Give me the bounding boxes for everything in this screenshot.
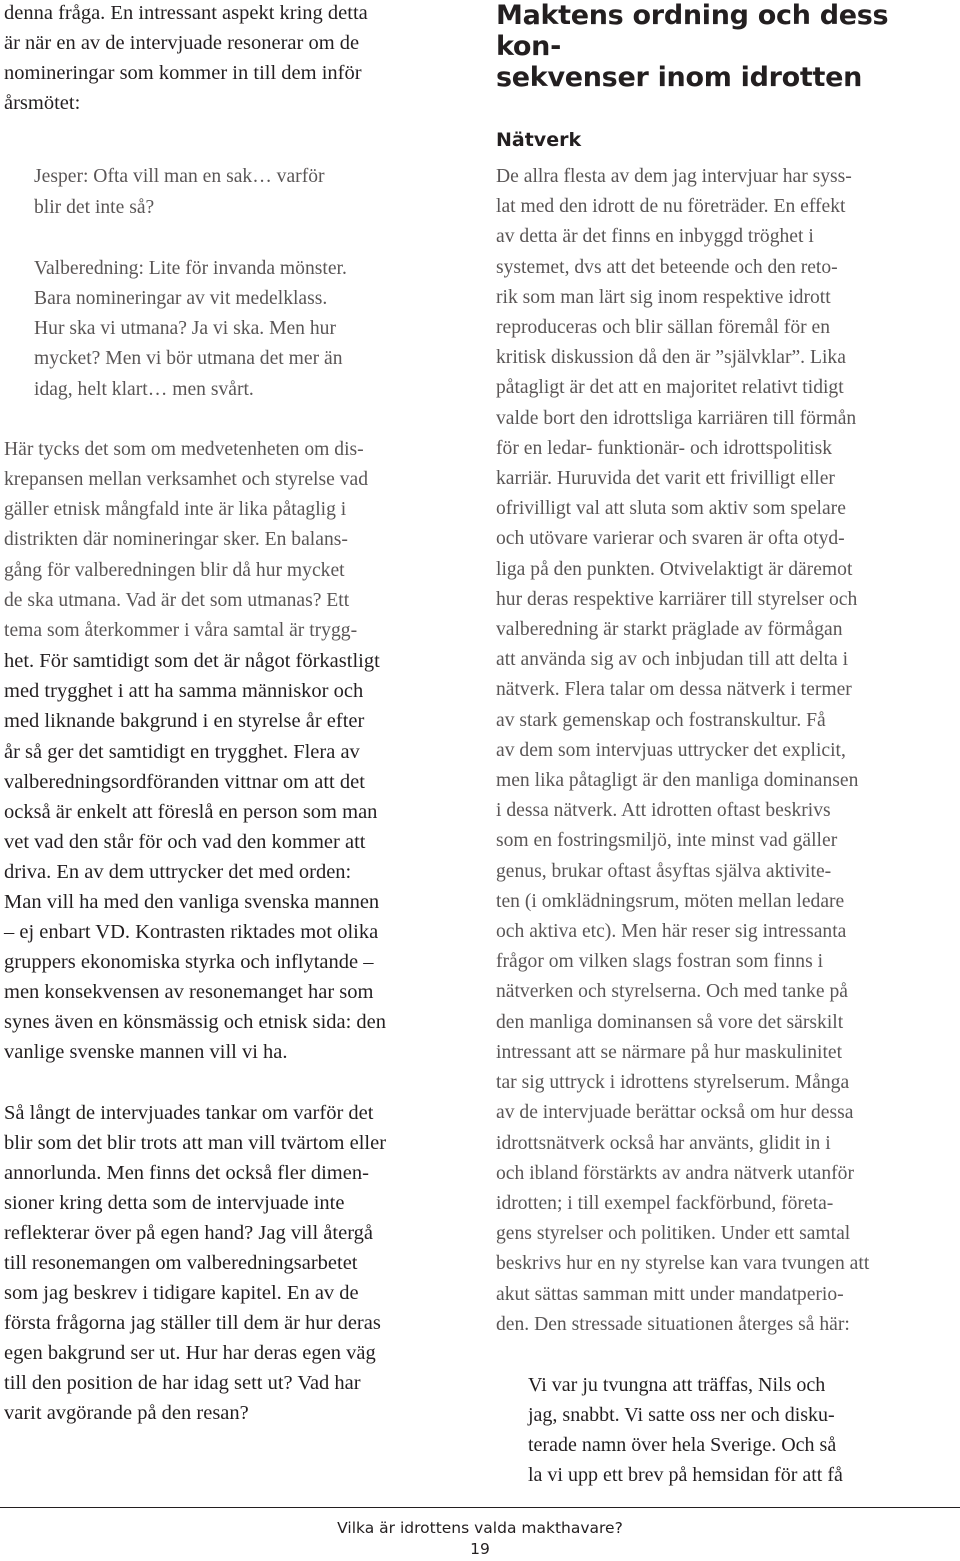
text-line: genus, brukar oftast åsyftas själva aktivite-: [496, 860, 832, 882]
footer-title: Vilka är idrottens valda makthavare?: [337, 1519, 623, 1537]
text-line: av de intervjuade berättar också om hur dessa: [496, 1102, 854, 1124]
text-line: Man vill ha med den vanliga svenska mannen: [4, 890, 380, 913]
text-line: reproduceras och blir sällan föremål för en: [496, 317, 831, 339]
text-line: den. Den stressade situationen återges så här:: [496, 1313, 850, 1335]
text-line: sioner kring detta som de intervjuade inte: [4, 1191, 345, 1214]
footer-divider: [0, 1507, 960, 1508]
text-line: synes även en könsmässig och etnisk sida: den: [4, 1011, 387, 1034]
interview-quote: [528, 1370, 916, 1490]
text-line: annorlunda. Men finns det också fler dimen-: [4, 1161, 369, 1184]
text-line: den manliga dominansen så vore det särskilt: [496, 1011, 844, 1033]
text-line: Hur ska vi utmana? Ja vi ska. Men hur: [34, 318, 337, 340]
text-line: nätverk. Flera talar om dessa nätverk i termer: [496, 679, 852, 701]
text-line: reflekterar över på egen hand? Jag vill återgå: [4, 1221, 373, 1244]
text-line: av detta är det finns en inbyggd tröghet i: [496, 226, 814, 248]
heading-line: Maktens ordning och dess kon-: [496, 0, 889, 62]
heading-line: sekvenser inom idrotten: [496, 62, 863, 93]
text-line: lat med den idrott de nu företräder. En effekt: [496, 196, 846, 218]
text-line: men konsekvensen av resonemanget har som: [4, 981, 374, 1004]
text-line: blir det inte så?: [34, 196, 155, 218]
text-line: Jesper: Ofta vill man en sak… varför: [34, 166, 325, 188]
text-line: rik som man lärt sig inom respektive idrott: [496, 286, 831, 308]
text-line: och ibland förstärkts av andra nätverk utanför: [496, 1162, 854, 1184]
text-line: mycket? Men vi bör utmana det mer än: [34, 348, 343, 370]
text-line: ten (i omklädningsrum, möten mellan ledare: [496, 890, 845, 912]
text-line: De allra flesta av dem jag intervjuar har syss-: [496, 166, 852, 187]
text-line: valde bort den idrottsliga karriären till förmån: [496, 407, 857, 429]
text-line: Så långt de intervjuades tankar om varför det: [4, 1101, 374, 1124]
text-line: också är enkelt att föreslå en person som man: [4, 800, 378, 823]
subsection-heading: Nätverk: [496, 129, 582, 151]
text-line: och aktiva etc). Men här reser sig intressanta: [496, 921, 847, 943]
text-line: är när en av de intervjuade resonerar om de: [4, 32, 360, 55]
text-line: första frågorna jag ställer till dem är hur deras: [4, 1312, 381, 1335]
text-line: påtagligt är det att en majoritet relativt tidigt: [496, 377, 844, 399]
text-line: vanlige svenske mannen vill vi ha.: [4, 1041, 288, 1064]
text-line: till den position de har idag sett ut? Vad har: [4, 1372, 361, 1395]
text-line: nomineringar som kommer in till dem inför: [4, 62, 362, 85]
text-line: som en fostringsmiljö, inte minst vad gäller: [496, 830, 838, 852]
text-line: systemet, dvs att det beteende och den reto-: [496, 256, 838, 278]
text-line: blir som det blir trots att man vill tvärtom eller: [4, 1131, 387, 1154]
text-line: hur deras respektive karriärer till styrelser och: [496, 588, 858, 610]
text-line: gäller etnisk mångfald inte är lika påtaglig i: [4, 499, 347, 521]
text-line: idag, helt klart… men svårt.: [34, 378, 254, 400]
body-paragraph-trygghet: [4, 646, 450, 1067]
text-line: ofrivilligt val att sluta som aktiv som spelare: [496, 498, 846, 520]
text-line: av stark gemenskap och fostranskultur. Få: [496, 709, 826, 731]
text-line: la vi upp ett brev på hemsidan för att få: [528, 1464, 843, 1487]
text-line: idrottsnätverk också har använts, glidit in i: [496, 1132, 831, 1154]
text-line: med trygghet i att ha samma människor och: [4, 680, 364, 703]
text-line: jag, snabbt. Vi satte oss ner och disku-: [528, 1404, 835, 1427]
page-number: 19: [470, 1540, 490, 1558]
text-line: egen bakgrund ser ut. Hur har deras egen väg: [4, 1342, 376, 1365]
text-line: år så ger det samtidigt en trygghet. Flera av: [4, 740, 360, 763]
text-line: – ej enbart VD. Kontrasten riktades mot olika: [4, 921, 379, 944]
text-line: tar sig uttryck i idrottens styrelserum. Många: [496, 1072, 850, 1094]
section-heading: [496, 0, 946, 93]
text-line: terade namn över hela Sverige. Och så: [528, 1434, 837, 1457]
text-line: valberedningsordföranden vittnar om att det: [4, 770, 365, 793]
text-line: beskrivs hur en ny styrelse kan vara tvungen att: [496, 1253, 870, 1275]
text-line: men lika påtagligt är den manliga dominansen: [496, 770, 859, 792]
text-line: till resonemangen om valberedningsarbetet: [4, 1252, 358, 1274]
text-line: Bara nomineringar av vit medelklass.: [34, 287, 328, 309]
body-paragraph-discrepancy: [4, 435, 450, 646]
text-line: att använda sig av och inbjudan till att delta i: [496, 649, 849, 671]
text-line: gens styrelser och politiken. Under ett samtal: [496, 1223, 851, 1245]
text-line: och utövare varierar och svaren är ofta otyd-: [496, 528, 845, 550]
text-line: de ska utmana. Vad är det som utmanas? Ett: [4, 589, 350, 611]
interview-quote: [34, 162, 426, 404]
text-line: intressant att se närmare på hur maskulinitet: [496, 1041, 843, 1063]
text-line: gruppers ekonomiska styrka och inflytande –: [4, 951, 374, 974]
text-line: varit avgörande på den resan?: [4, 1402, 249, 1425]
body-paragraph-reflection: [4, 1098, 450, 1429]
text-line: Här tycks det som om medvetenheten om dis-: [4, 438, 364, 460]
text-line: för en ledar- funktionär- och idrottspolitisk: [496, 437, 833, 459]
intro-paragraph: [4, 0, 450, 118]
text-line: Vi var ju tvungna att träffas, Nils och: [528, 1373, 826, 1396]
text-line: het. För samtidigt som det är något förkastligt: [4, 650, 380, 673]
text-line: kritisk diskussion då den är ”självklar”. Lika: [496, 347, 846, 369]
text-line: som jag beskrev i tidigare kapitel. En av de: [4, 1282, 359, 1305]
text-line: tema som återkommer i våra samtal är trygg-: [4, 620, 358, 642]
right-column: [496, 0, 946, 1490]
text-line: denna fråga. En intressant aspekt kring detta: [4, 2, 368, 24]
text-line: idrotten; i till exempel fackförbund, företa-: [496, 1192, 834, 1214]
text-line: i dessa nätverk. Att idrotten oftast beskrivs: [496, 800, 831, 822]
text-line: akut sättas samman mitt under mandatperio-: [496, 1283, 844, 1305]
text-line: frågor om vilken slags fostran som finns i: [496, 951, 824, 973]
text-line: med liknande bakgrund i en styrelse år efter: [4, 710, 365, 733]
left-column: [4, 0, 450, 1429]
text-line: av dem som intervjuas uttrycker det explicit,: [496, 739, 846, 761]
text-line: gång för valberedningen blir då hur mycket: [4, 559, 345, 581]
text-line: liga på den punkten. Otvivelaktigt är däremot: [496, 558, 853, 580]
text-line: karriär. Huruvida det varit ett frivilligt eller: [496, 468, 835, 490]
text-line: Valberedning: Lite för invanda mönster.: [34, 257, 347, 279]
text-line: nätverken och styrelserna. Och med tanke på: [496, 981, 848, 1003]
text-line: valberedning är starkt präglade av förmågan: [496, 619, 843, 641]
text-line: vet vad den står för och vad den kommer att: [4, 830, 366, 853]
body-paragraph-network: [496, 162, 946, 1340]
text-line: årsmötet:: [4, 92, 81, 115]
text-line: distrikten där nomineringar sker. En balans-: [4, 529, 348, 551]
text-line: krepansen mellan verksamhet och styrelse vad: [4, 469, 368, 490]
text-line: driva. En av dem uttrycker det med orden:: [4, 860, 352, 883]
